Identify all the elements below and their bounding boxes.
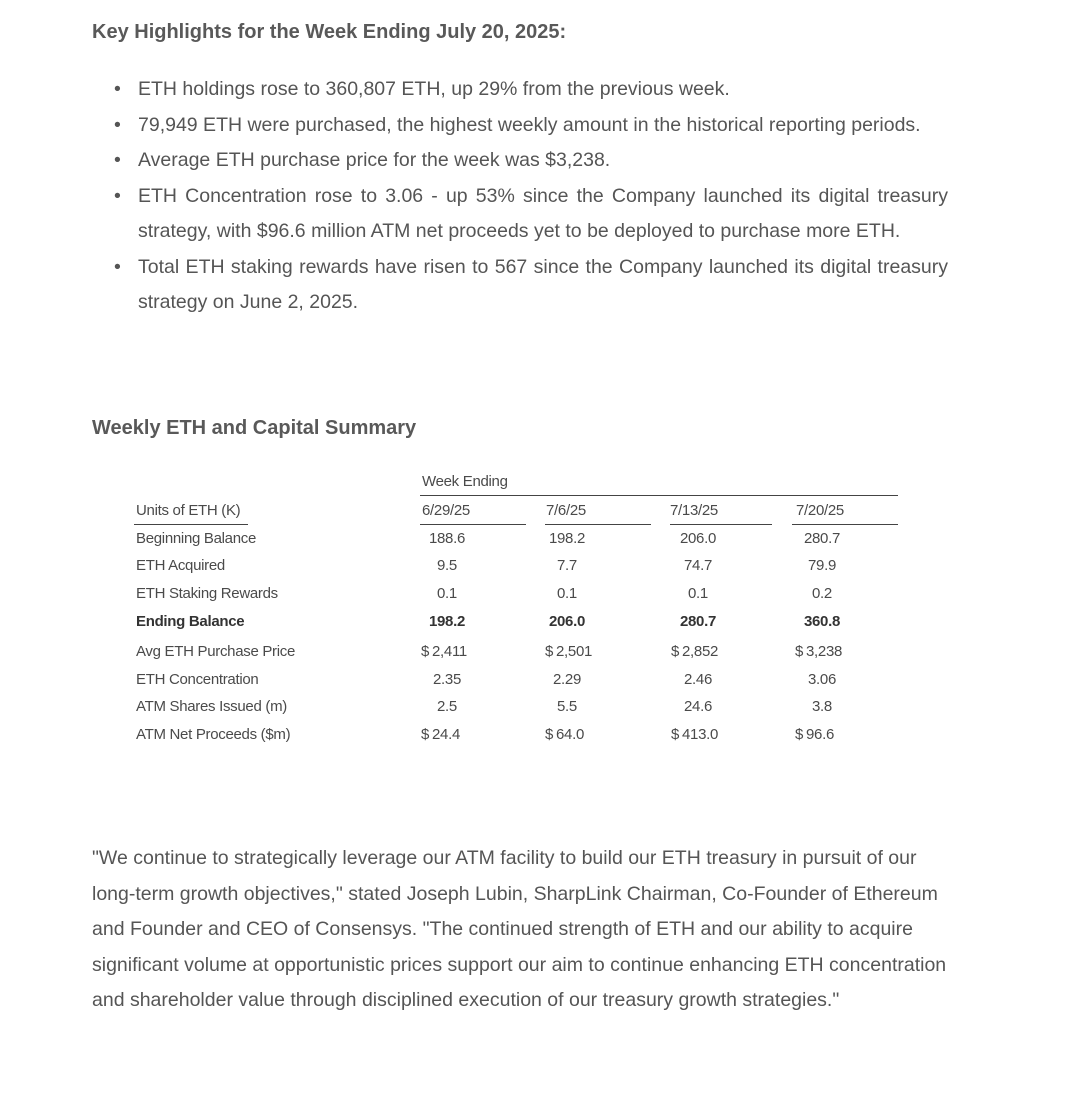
row-label: ETH Concentration — [136, 671, 259, 688]
highlight-text: Total ETH staking rewards have risen to 567 since the Company launched its digital treasury strategy on June 2, 2025. — [138, 255, 948, 313]
column-header: 6/29/25 — [422, 502, 470, 519]
table-cell: 198.2 — [548, 530, 586, 547]
column-header: 7/13/25 — [670, 502, 718, 519]
table-cell: 74.7 — [684, 557, 712, 574]
table-cell: 3.8 — [812, 698, 832, 715]
table-cell: 280.7 — [803, 530, 841, 547]
units-header: Units of ETH (K) — [136, 502, 241, 519]
currency-symbol: $ — [421, 726, 430, 743]
column-rule — [792, 524, 898, 525]
table-cell: 3.06 — [808, 671, 836, 688]
table-cell: 2,852 — [682, 643, 719, 660]
header-top-rule — [420, 495, 898, 496]
units-header-rule — [134, 524, 248, 525]
table-cell: 0.2 — [812, 585, 832, 602]
bullet-icon: • — [114, 149, 121, 171]
bullet-icon: • — [114, 78, 121, 100]
table-cell: 0.1 — [437, 585, 457, 602]
column-header: 7/6/25 — [546, 502, 586, 519]
table-cell: 0.1 — [557, 585, 577, 602]
table-cell: 5.5 — [557, 698, 577, 715]
table-cell: 280.7 — [679, 613, 717, 630]
table-cell: 0.1 — [688, 585, 708, 602]
currency-symbol: $ — [795, 726, 804, 743]
table-cell: 2.46 — [684, 671, 712, 688]
table-cell: 24.4 — [432, 726, 460, 743]
table-cell: 2,411 — [432, 643, 467, 660]
table-cell: 198.2 — [428, 613, 466, 630]
table-cell: 206.0 — [548, 613, 586, 630]
table-cell: 7.7 — [557, 557, 577, 574]
table-cell: 2.35 — [433, 671, 461, 688]
column-rule — [545, 524, 651, 525]
bullet-icon: • — [114, 255, 121, 278]
table-cell: 360.8 — [803, 613, 841, 630]
table-cell: 96.6 — [806, 726, 834, 743]
currency-symbol: $ — [671, 726, 680, 743]
bullet-icon: • — [114, 184, 121, 207]
table-cell: 3,238 — [806, 643, 843, 660]
week-ending-header: Week Ending — [422, 473, 508, 490]
summary-heading: Weekly ETH and Capital Summary — [92, 417, 417, 439]
row-label: ETH Acquired — [136, 557, 225, 574]
table-cell: 413.0 — [682, 726, 719, 743]
column-rule — [670, 524, 772, 525]
row-label: Ending Balance — [136, 613, 245, 630]
table-cell: 2.5 — [437, 698, 457, 715]
column-header: 7/20/25 — [796, 502, 844, 519]
currency-symbol: $ — [671, 643, 680, 660]
table-cell: 206.0 — [679, 530, 717, 547]
highlights-heading: Key Highlights for the Week Ending July 20, 2025: — [92, 21, 567, 43]
row-label: Beginning Balance — [136, 530, 256, 547]
row-label: ATM Shares Issued (m) — [136, 698, 287, 715]
table-cell: 24.6 — [684, 698, 712, 715]
highlight-text: Average ETH purchase price for the week was $3,238. — [138, 149, 611, 171]
table-cell: 9.5 — [437, 557, 457, 574]
highlight-text: 79,949 ETH were purchased, the highest weekly amount in the historical reporting periods. — [138, 113, 921, 136]
table-cell: 79.9 — [808, 557, 836, 574]
table-cell: 2.29 — [553, 671, 581, 688]
currency-symbol: $ — [545, 726, 554, 743]
currency-symbol: $ — [545, 643, 554, 660]
table-cell: 2,501 — [556, 643, 593, 660]
row-label: ATM Net Proceeds ($m) — [136, 726, 291, 743]
table-cell: 188.6 — [428, 530, 466, 547]
highlight-text: ETH Concentration rose to 3.06 - up 53% since the Company launched its digital treasury strategy, with $96.6 million ATM net proceeds yet to be deployed to purchase more ETH. — [138, 184, 948, 242]
ceo-quote: "We continue to strategically leverage our ATM facility to build our ETH treasury in pursuit of our long-term growth objectives," stated Joseph Lubin, SharpLink Chairman, Co-Founder of Ethereum and Founder and CEO of Consensys. "The continued strength of ETH and our ability to acquire significant volume at opportunistic prices support our aim to continue enhancing ETH concentration and shareholder value through disciplined execution of our treasury growth strategies." — [92, 847, 947, 1011]
table-cell: 64.0 — [556, 726, 584, 743]
bullet-icon: • — [114, 113, 121, 136]
column-rule — [420, 524, 526, 525]
currency-symbol: $ — [421, 643, 430, 660]
row-label: Avg ETH Purchase Price — [136, 643, 296, 660]
row-label: ETH Staking Rewards — [136, 585, 278, 602]
highlight-text: ETH holdings rose to 360,807 ETH, up 29% from the previous week. — [138, 78, 730, 100]
currency-symbol: $ — [795, 643, 804, 660]
